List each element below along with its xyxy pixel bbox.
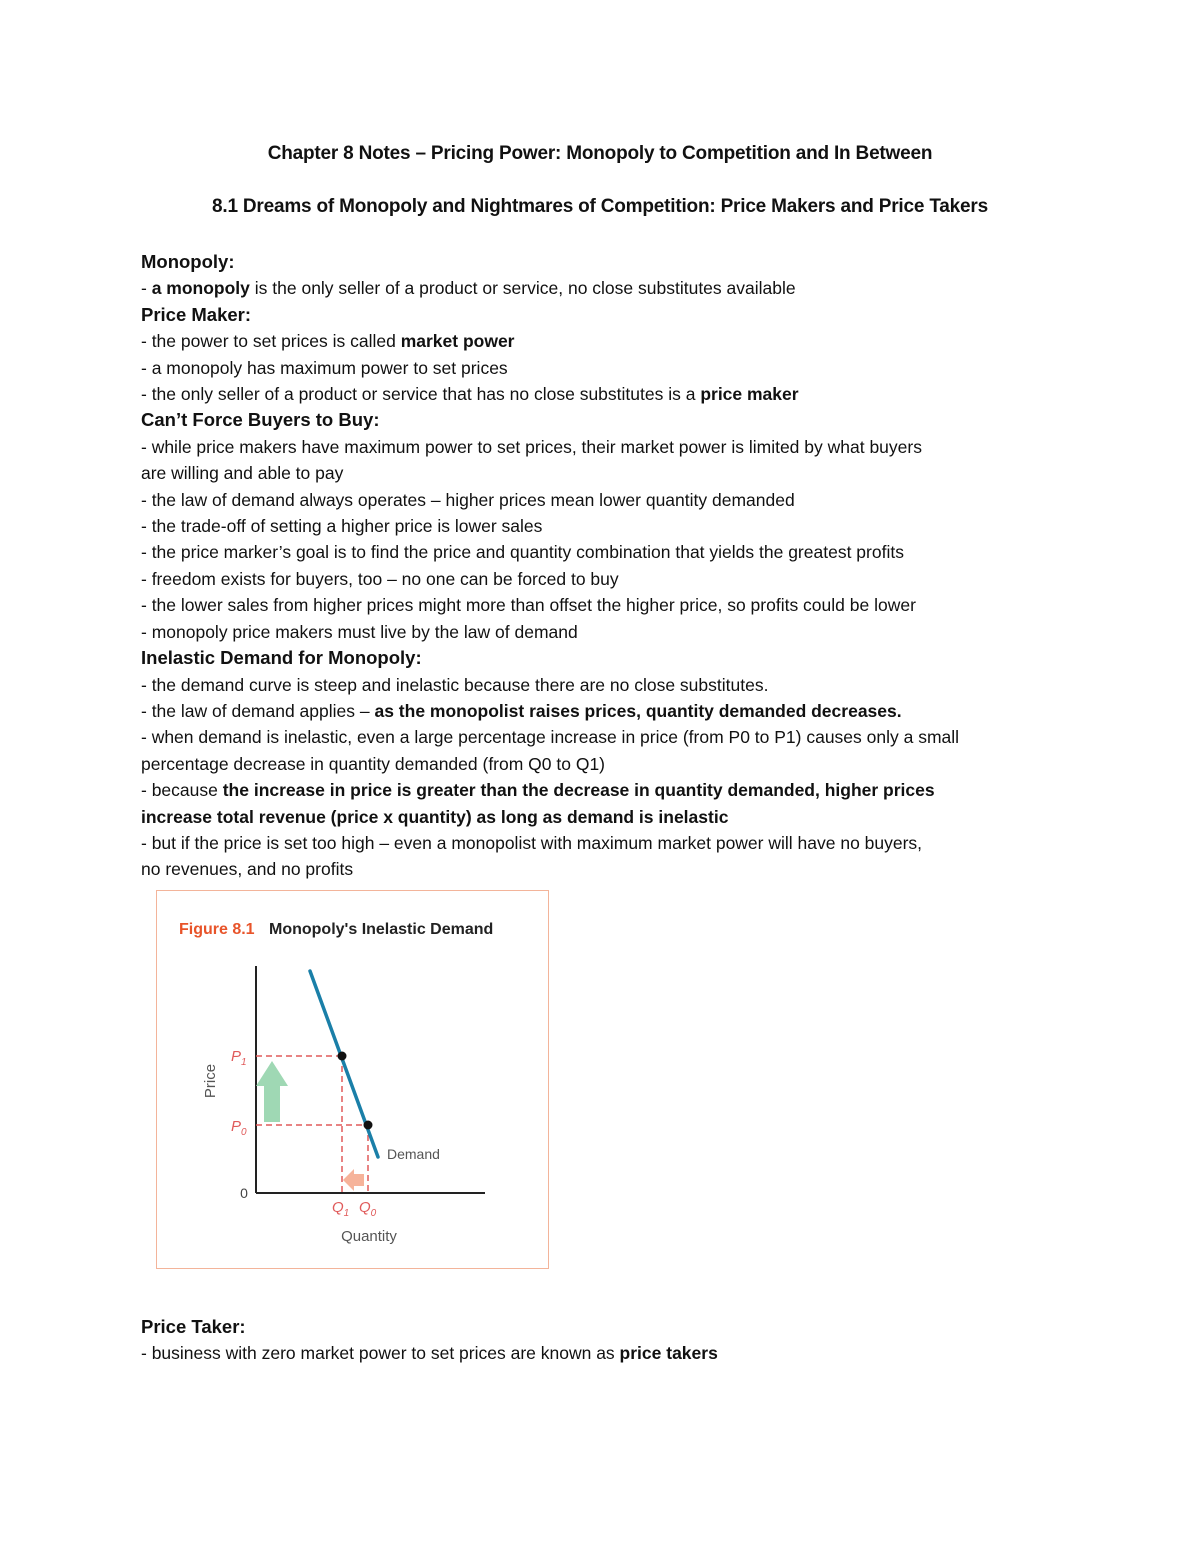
term-increase-price: the increase in price is greater than the decrease in quantity demanded, higher prices: [222, 780, 935, 801]
demand-diagram: [157, 891, 547, 1267]
heading-cant-force: Can’t Force Buyers to Buy:: [141, 409, 380, 431]
point-p0-q0: [364, 1121, 373, 1130]
note-line: increase total revenue (price x quantity) as long as demand is inelastic: [141, 806, 729, 827]
x-axis-label: Quantity: [341, 1228, 397, 1245]
quantity-decrease-arrow: [343, 1169, 364, 1191]
note-line: are willing and able to pay: [141, 463, 344, 484]
note-line: - when demand is inelastic, even a large percentage increase in price (from P0 to P1) causes only a small: [141, 727, 960, 748]
note-line: - the lower sales from higher prices might more than offset the higher price, so profits could be lower: [141, 595, 916, 616]
note-line: - monopoly price makers must live by the law of demand: [141, 621, 578, 642]
term-market-power: market power: [400, 331, 515, 352]
point-p1-q1: [338, 1052, 347, 1061]
q0-label: $Q_0$: [359, 1199, 377, 1219]
heading-inelastic: Inelastic Demand for Monopoly:: [141, 647, 422, 669]
p0-label: $P_0$: [231, 1118, 247, 1138]
heading-price-taker: Price Taker:: [141, 1316, 246, 1337]
demand-label: Demand: [387, 1146, 440, 1162]
notes-body: [141, 249, 1061, 883]
figure-label: Figure 8.1: [179, 921, 255, 938]
note-line: - business with zero market power to set prices are known as price takers: [141, 1343, 718, 1364]
p1-label: $P_1$: [231, 1048, 247, 1068]
note-line: - while price makers have maximum power to set prices, their market power is limited by what buyers: [141, 436, 922, 457]
term-price-maker: price maker: [700, 384, 799, 405]
term-price-takers: price takers: [619, 1343, 718, 1364]
section-title: 8.1 Dreams of Monopoly and Nightmares of Competition: Price Makers and Price Takers: [212, 196, 988, 217]
note-line: - the law of demand always operates – higher prices mean lower quantity demanded: [141, 489, 795, 510]
figure-8-1: [156, 890, 549, 1269]
note-line: percentage decrease in quantity demanded (from Q0 to Q1): [141, 753, 606, 774]
note-line: - the power to set prices is called market power: [141, 331, 515, 352]
note-line: no revenues, and no profits: [141, 859, 354, 880]
origin-label: 0: [240, 1185, 248, 1201]
note-line: - because the increase in price is greater than the decrease in quantity demanded, higher prices: [141, 780, 935, 801]
note-line: - the only seller of a product or service that has no close substitutes is a price maker: [141, 384, 799, 405]
heading-monopoly: Monopoly:: [141, 251, 235, 272]
term-monopoly: a monopoly: [151, 278, 250, 299]
heading-price-maker: Price Maker:: [141, 303, 252, 325]
note-line: - but if the price is set too high – even a monopolist with maximum market power will have no buyers,: [141, 832, 923, 853]
note-line: - the trade-off of setting a higher price is lower sales: [141, 516, 543, 537]
figure-title: Monopoly's Inelastic Demand: [269, 921, 494, 938]
note-line: - a monopoly is the only seller of a product or service, no close substitutes available: [141, 278, 796, 299]
notes-body-continued: [141, 1314, 1061, 1367]
document-title: Chapter 8 Notes – Pricing Power: Monopoly to Competition and In Between: [267, 143, 933, 164]
price-increase-arrow: [256, 1061, 288, 1122]
note-line: - the price marker’s goal is to find the price and quantity combination that yields the greatest profits: [141, 542, 904, 563]
note-line: - the demand curve is steep and inelastic because there are no close substitutes.: [141, 674, 769, 695]
note-line: - the law of demand applies – as the monopolist raises prices, quantity demanded decreases.: [141, 700, 902, 721]
note-line: - freedom exists for buyers, too – no one can be forced to buy: [141, 568, 619, 589]
note-line: - a monopoly has maximum power to set prices: [141, 357, 508, 378]
y-axis-label: Price: [202, 1063, 219, 1099]
term-monopolist-raises: as the monopolist raises prices, quantity demanded decreases.: [374, 700, 902, 721]
q1-label: $Q_1$: [332, 1199, 350, 1219]
